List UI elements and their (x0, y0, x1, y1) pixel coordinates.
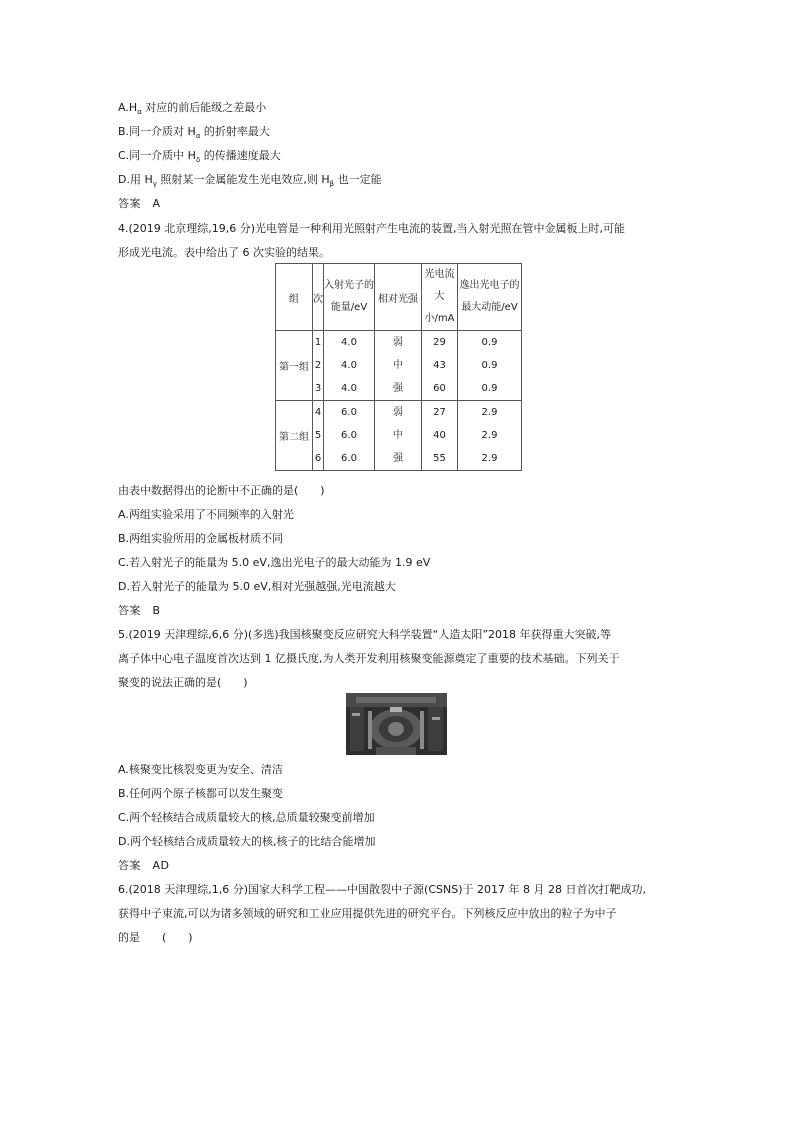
q5-option-a: A.核聚变比核裂变更为安全、清洁 (118, 763, 283, 776)
energy-cell: 6.0 6.0 6.0 (324, 401, 375, 471)
current-cell: 27 40 55 (422, 401, 458, 471)
header-index: 次 (313, 264, 324, 331)
header-max-ek: 逸出光电子的 最大动能/eV (458, 264, 522, 331)
q4-option-b: B.两组实验所用的金属板材质不同 (118, 532, 284, 545)
q3-option-b: B.同一介质对 $H_\alpha$ 的折射率最大 (118, 125, 270, 141)
q4-option-a: A.两组实验采用了不同频率的入射光 (118, 508, 294, 521)
index-cell: 4 5 6 (313, 401, 324, 471)
intensity-cell: 弱 中 强 (375, 331, 422, 401)
q4-question: 由表中数据得出的论断中不正确的是( ) (118, 484, 325, 497)
max-ek-cell: 2.9 2.9 2.9 (458, 401, 522, 471)
q6-stem-line1: 6.(2018 天津理综,1,6 分)国家大科学工程——中国散裂中子源(CSNS)于 2017 年 8 月 28 日首次打靶成功, (118, 883, 646, 896)
q4-stem-line1: 4.(2019 北京理综,19,6 分)光电管是一种利用光照射产生电流的装置,当入射光照在管中金属板上时,可能 (118, 222, 626, 235)
q5-stem-line3: 聚变的说法正确的是( ) (118, 676, 248, 689)
q3-option-c: C.同一介质中 $H_\delta$ 的传播速度最大 (118, 149, 281, 165)
q4-answer: 答案 B (118, 604, 161, 617)
group-name: 第二组 (276, 401, 313, 471)
header-energy: 入射光子的 能量/eV (324, 264, 375, 331)
q3-option-a: $A.H_\alpha$ 对应的前后能级之差最小 (118, 101, 267, 117)
max-ek-cell: 0.9 0.9 0.9 (458, 331, 522, 401)
intensity-cell: 弱 中 强 (375, 401, 422, 471)
q3-option-d: D.用 $H_\gamma$ 照射某一金属能发生光电效应,则 $H_\beta$ 也一定能 (118, 173, 382, 189)
table-row (276, 401, 522, 471)
q6-stem-line3: 的是 ( ) (118, 931, 193, 944)
q5-stem-line2: 离子体中心电子温度首次达到 1 亿摄氏度,为人类开发利用核聚变能源奠定了重要的技术基础。下列关于 (118, 652, 620, 665)
fusion-device-photo (346, 693, 447, 755)
q5-stem-line1: 5.(2019 天津理综,6,6 分)(多选)我国核聚变反应研究大科学装置“人造太阳”2018 年获得重大突破,等 (118, 628, 612, 641)
index-cell: 1 2 3 (313, 331, 324, 401)
q5-option-d: D.两个轻核结合成质量较大的核,核子的比结合能增加 (118, 835, 376, 848)
q4-option-c: C.若入射光子的能量为 5.0 eV,逸出光电子的最大动能为 1.9 eV (118, 556, 431, 569)
header-intensity: 相对光强 (375, 264, 422, 331)
experiment-table (275, 263, 522, 471)
energy-cell: 4.0 4.0 4.0 (324, 331, 375, 401)
q3-answer: 答案 A (118, 197, 161, 210)
q4-option-d: D.若入射光子的能量为 5.0 eV,相对光强越强,光电流越大 (118, 580, 396, 593)
q5-option-c: C.两个轻核结合成质量较大的核,总质量较聚变前增加 (118, 811, 375, 824)
group-name: 第一组 (276, 331, 313, 401)
q5-option-b: B.任何两个原子核都可以发生聚变 (118, 787, 284, 800)
table-header-row (276, 264, 522, 331)
q4-stem-line2: 形成光电流。表中给出了 6 次实验的结果。 (118, 246, 330, 259)
header-current: 光电流 大小/mA (422, 264, 458, 331)
current-cell: 29 43 60 (422, 331, 458, 401)
table-row (276, 331, 522, 401)
q6-stem-line2: 获得中子束流,可以为诸多领域的研究和工业应用提供先进的研究平台。下列核反应中放出的粒子为中子 (118, 907, 617, 920)
header-group: 组 (276, 264, 313, 331)
q5-answer: 答案 AD (118, 859, 170, 872)
